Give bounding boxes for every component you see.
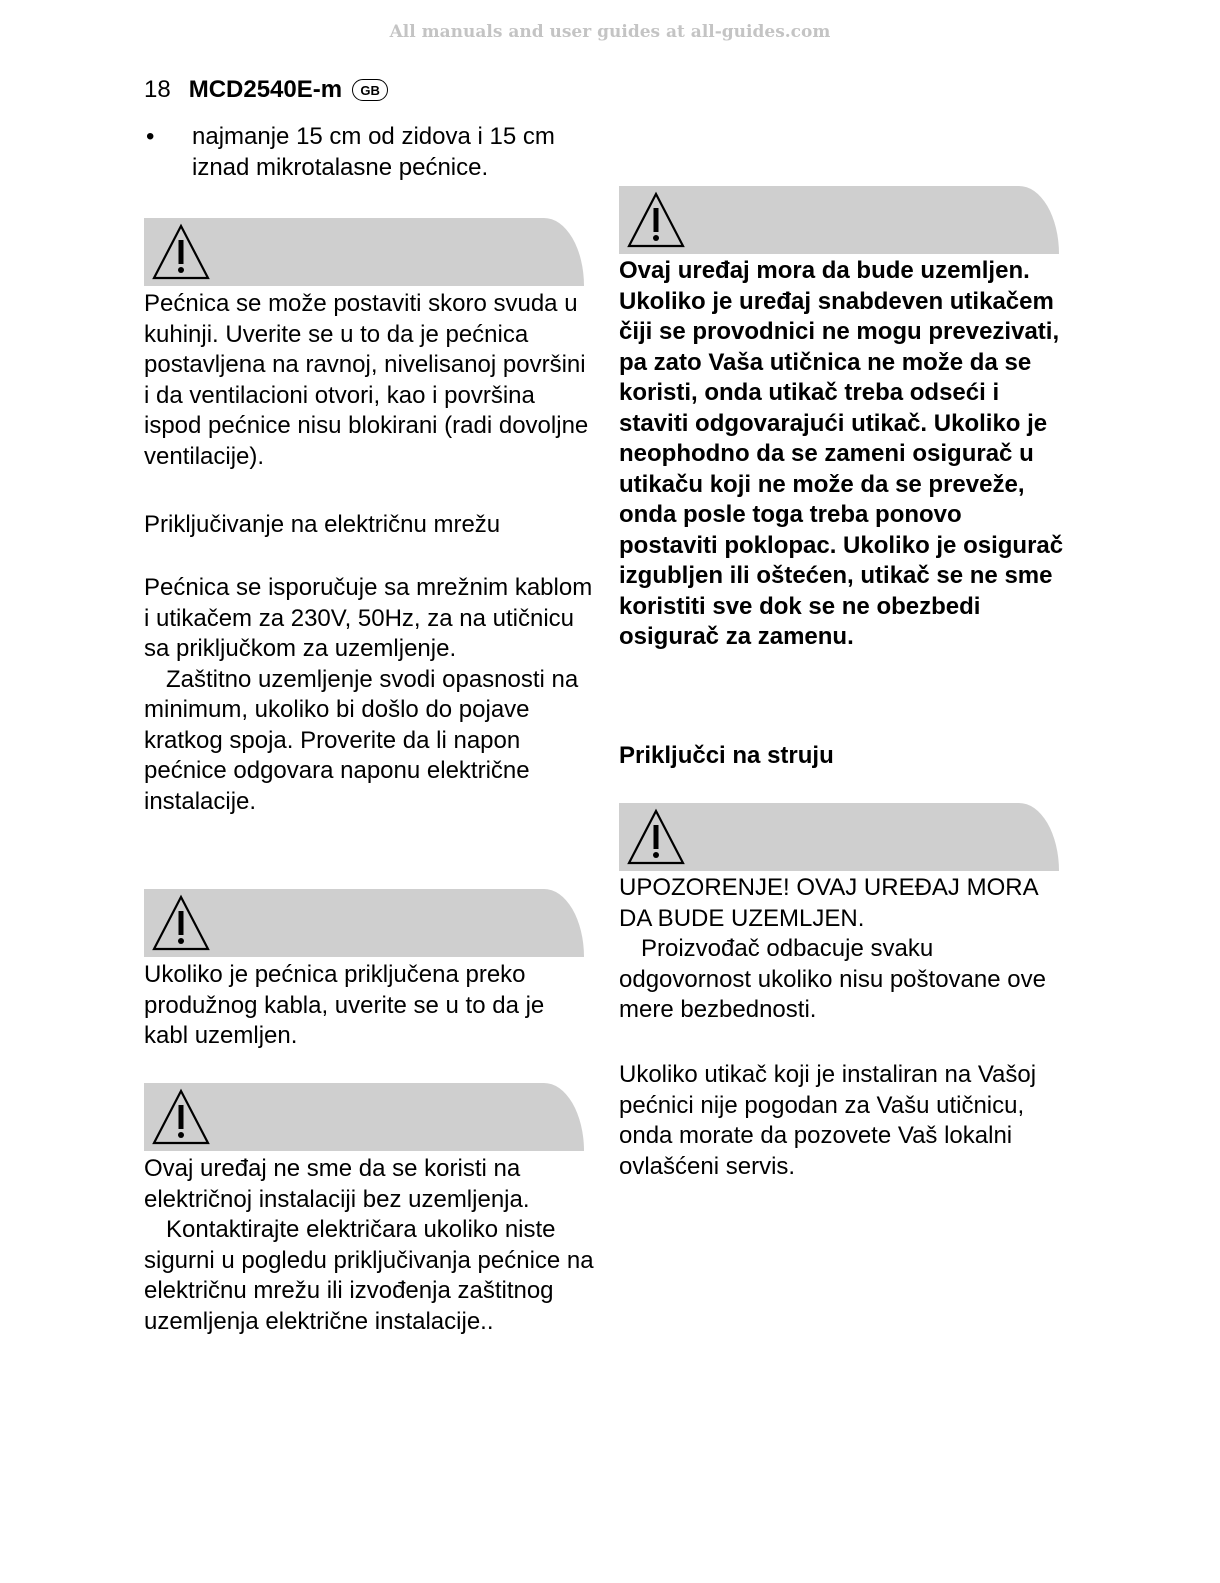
language-badge: GB bbox=[352, 79, 388, 101]
warning-bar bbox=[144, 889, 584, 957]
warning-triangle-icon bbox=[150, 1087, 212, 1147]
section-heading-mains bbox=[144, 510, 594, 540]
grounding-text: Zaštitno uzemljenje svodi opasnosti na minimum, ukoliko bi došlo do pojave kratkog spoja. Proverite da li napon pećnice odgovara naponu električne instalacije. bbox=[144, 665, 579, 815]
bullet-item bbox=[144, 122, 594, 183]
extension-warning-text: Ukoliko je pećnica priključena preko produžnog kabla, uverite se u to da je kabl uzemljen. bbox=[144, 961, 545, 1049]
warning-bar bbox=[144, 1083, 584, 1151]
bullet-text: najmanje 15 cm od zidova i 15 cm iznad mikrotalasne pećnice. bbox=[192, 123, 555, 181]
warning-triangle-icon bbox=[150, 893, 212, 953]
extension-warning bbox=[144, 960, 594, 1052]
supply-text: Pećnica se isporučuje sa mrežnim kablom i utikačem za 230V, 50Hz, za na utičnicu sa priključkom za uzemljenje. bbox=[144, 574, 593, 662]
placement-text: Pećnica se može postaviti skoro svuda u kuhinji. Uverite se u to da je pećnica postavljena na ravnoj, nivelisanoj površini i da ventilacioni otvori, kao i površina ispod pećnice nisu blokirani (radi dovoljne ventilacije). bbox=[144, 290, 589, 470]
plug-text: Ukoliko utikač koji je instaliran na Vašoj pećnici nije pogodan za Vašu utičnicu, onda morate da pozovete Vaš lokalni ovlašćeni servis. bbox=[619, 1061, 1037, 1180]
watermark: All manuals and user guides at all-guides.com bbox=[389, 22, 831, 42]
caps-warning bbox=[619, 873, 1064, 1026]
placement-paragraph bbox=[144, 289, 594, 472]
no-ground-warning-text: Ovaj uređaj ne sme da se koristi na električnoj instalaciji bez uzemljenja. bbox=[144, 1155, 530, 1213]
page-number: 18 bbox=[144, 76, 171, 103]
caps-warning-text: UPOZORENJE! OVAJ UREĐAJ MORA DA BUDE UZEMLJEN. bbox=[619, 874, 1038, 932]
warning-triangle-icon bbox=[625, 190, 687, 250]
model-name: MCD2540E-m bbox=[188, 76, 343, 103]
warning-bar bbox=[144, 218, 584, 286]
section-heading-text: Priključci na struju bbox=[619, 742, 834, 769]
warning-triangle-icon bbox=[150, 222, 212, 282]
section-heading-power bbox=[619, 741, 1064, 771]
bold-warning bbox=[619, 256, 1064, 653]
responsibility-text: Proizvođač odbacuje svaku odgovornost ukoliko nisu poštovane ove mere bezbednosti. bbox=[619, 935, 1046, 1023]
contact-text: Kontaktirajte električara ukoliko niste sigurni u pogledu priključivanja pećnice na električnu mrežu ili izvođenja zaštitnog uzemljenja električne instalacije.. bbox=[144, 1216, 594, 1335]
warning-bar bbox=[619, 803, 1059, 871]
supply-paragraph bbox=[144, 573, 594, 817]
no-ground-warning bbox=[144, 1154, 594, 1337]
plug-paragraph bbox=[619, 1060, 1064, 1182]
warning-bar bbox=[619, 186, 1059, 254]
section-heading-text: Priključivanje na električnu mrežu bbox=[144, 511, 501, 538]
bullet-dot: • bbox=[146, 123, 155, 150]
page-header bbox=[144, 76, 388, 104]
warning-triangle-icon bbox=[625, 807, 687, 867]
bold-warning-text: Ovaj uređaj mora da bude uzemljen. Ukoliko je uređaj snabdeven utikačem čiji se provodnici ne mogu prevezivati, pa zato Vaša utičnica ne može da se koristi, onda utikač treba odseći i staviti odgovarajući utikač. Ukoliko je neophodno da se zameni osigurač u utikaču koji ne može da se preveže, onda posle toga treba ponovo postaviti poklopac. Ukoliko je osigurač izgubljen ili oštećen, utikač se ne sme koristiti sve dok se ne obezbedi osigurač za zamenu. bbox=[619, 257, 1064, 650]
